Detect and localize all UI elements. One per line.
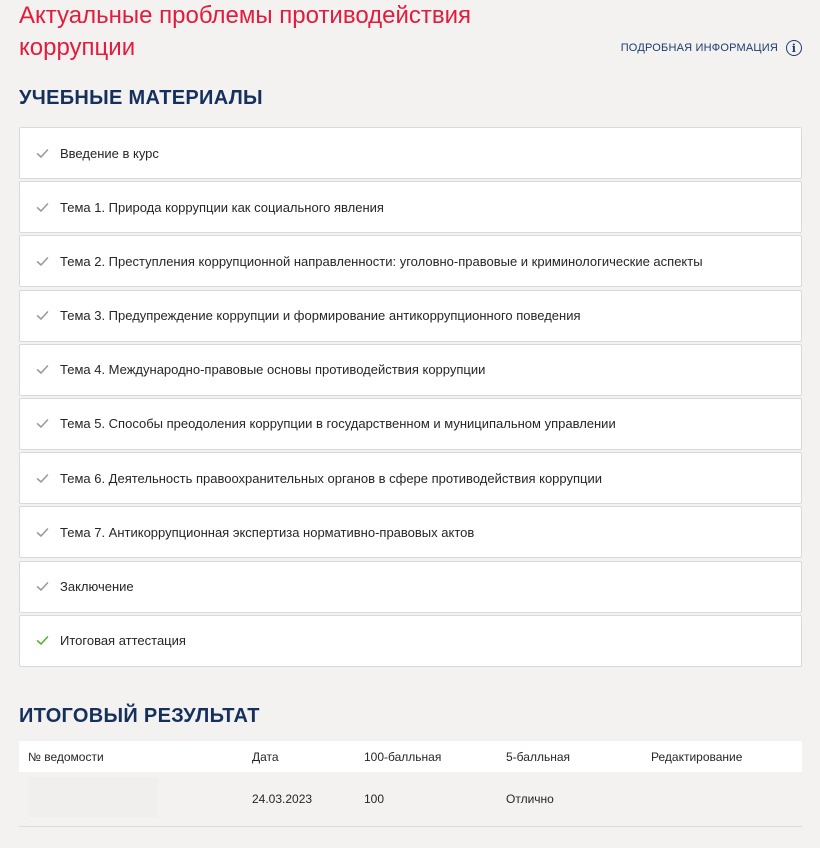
check-icon	[36, 634, 49, 647]
column-header-edit: Редактирование	[651, 749, 743, 764]
material-label: Заключение	[60, 579, 134, 594]
material-label: Тема 1. Природа коррупции как социального явления	[60, 199, 384, 215]
redacted-number	[28, 777, 158, 817]
column-header-score-5: 5-балльная	[506, 749, 570, 764]
material-item[interactable]	[19, 561, 802, 613]
column-header-score-100: 100-балльная	[364, 749, 442, 764]
check-icon	[36, 255, 49, 268]
check-icon	[36, 417, 49, 430]
material-item[interactable]	[19, 398, 802, 450]
column-header-date: Дата	[252, 749, 279, 764]
check-icon	[36, 580, 49, 593]
material-label: Введение в курс	[60, 145, 159, 161]
check-icon	[36, 201, 49, 214]
material-label: Итоговая аттестация	[60, 633, 186, 649]
material-item[interactable]	[19, 290, 802, 342]
table-row	[19, 772, 802, 826]
material-label: Тема 4. Международно-правовые основы противодействия коррупции	[60, 362, 486, 378]
column-header-number: № ведомости	[28, 749, 104, 764]
cell-date: 24.03.2023	[252, 791, 313, 806]
material-label: Тема 7. Антикоррупционная экспертиза нормативно-правовых актов	[60, 524, 475, 540]
results-table	[19, 741, 802, 827]
material-label: Тема 6. Деятельность правоохранительных органов в сфере противодействия коррупции	[60, 470, 602, 486]
result-section-title: ИТОГОВЫЙ РЕЗУЛЬТАТ	[19, 705, 260, 727]
materials-list	[19, 127, 802, 669]
check-icon	[36, 472, 49, 485]
check-icon	[36, 526, 49, 539]
material-item[interactable]	[19, 615, 802, 667]
material-label: Тема 5. Способы преодоления коррупции в государственном и муниципальном управлении	[60, 416, 616, 432]
material-item[interactable]	[19, 181, 802, 233]
material-item[interactable]	[19, 452, 802, 504]
material-item[interactable]	[19, 506, 802, 558]
material-item[interactable]	[19, 344, 802, 396]
info-icon[interactable]: i	[786, 40, 802, 56]
more-info-label: ПОДРОБНАЯ ИНФОРМАЦИЯ	[620, 42, 778, 54]
cell-score-100: 100	[364, 791, 385, 806]
check-icon	[36, 309, 49, 322]
material-item[interactable]	[19, 235, 802, 287]
material-label: Тема 3. Предупреждение коррупции и формирование антикоррупционного поведения	[60, 308, 581, 324]
check-icon	[36, 147, 49, 160]
cell-number	[19, 772, 243, 826]
materials-section-title: УЧЕБНЫЕ МАТЕРИАЛЫ	[19, 87, 263, 109]
table-header-row	[19, 741, 802, 772]
check-icon	[36, 363, 49, 376]
cell-edit	[642, 772, 802, 826]
material-item[interactable]	[19, 127, 802, 179]
material-label: Тема 2. Преступления коррупционной направленности: уголовно-правовые и криминологические аспекты	[60, 253, 703, 269]
page-title: Актуальные проблемы противодействия коррупции	[19, 2, 472, 61]
cell-score-5: Отлично	[506, 791, 554, 806]
more-info-link[interactable]	[621, 40, 802, 56]
